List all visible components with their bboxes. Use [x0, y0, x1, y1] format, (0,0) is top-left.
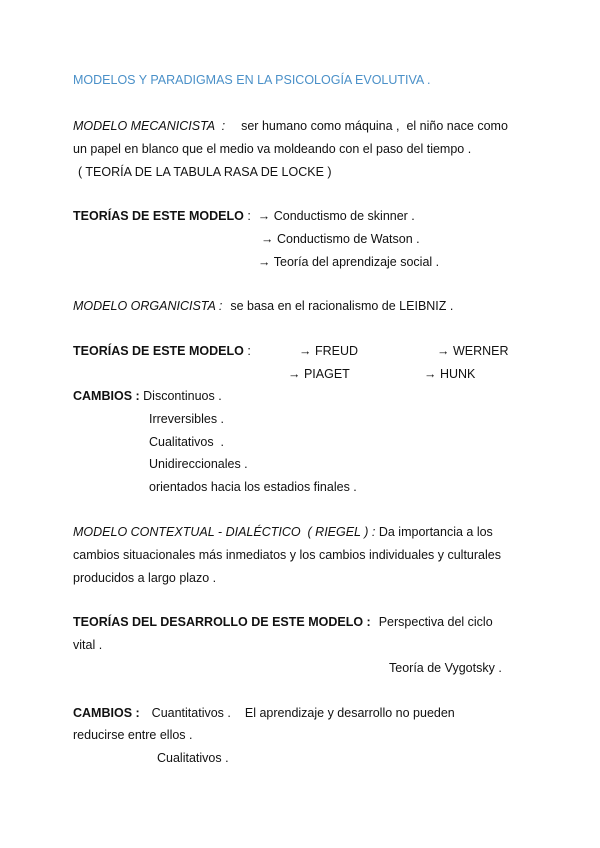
contextual-note-a: El aprendizaje y desarrollo no pueden: [244, 706, 455, 720]
organicista-theories-label: TEORÍAS DE ESTE MODELO: [73, 344, 244, 358]
organicista-change-5: orientados hacia los estadios finales .: [149, 480, 357, 494]
organicista-heading: MODELO ORGANICISTA :: [73, 299, 223, 313]
organicista-changes-row: [73, 388, 222, 404]
mecanicista-text-2: un papel en blanco que el medio va moldeando con el paso del tiempo .: [73, 142, 472, 156]
contextual-theory-2: Teoría de Vygotsky .: [389, 661, 502, 675]
organicista-text: se basa en el racionalismo de LEIBNIZ .: [230, 299, 454, 313]
mecanicista-text-1: ser humano como máquina , el niño nace como: [241, 119, 508, 133]
contextual-note-b: reducirse entre ellos .: [73, 728, 193, 742]
organicista-theory-piaget: → PIAGET: [288, 367, 350, 381]
mecanicista-line-1: [73, 118, 508, 134]
contextual-text-1: Da importancia a los: [378, 525, 493, 539]
organicista-change-3: Cualitativos .: [149, 435, 225, 449]
organicista-theory-freud: → FREUD: [299, 344, 359, 358]
mecanicista-heading: MODELO MECANICISTA :: [73, 119, 226, 133]
organicista-theory-werner: → WERNER: [437, 344, 509, 358]
contextual-change-1: Cuantitativos .: [151, 706, 231, 720]
contextual-changes-label: CAMBIOS :: [73, 706, 140, 720]
organicista-changes-label: CAMBIOS :: [73, 389, 140, 403]
contextual-change-2: Cualitativos .: [157, 751, 229, 765]
mecanicista-theories-sep: :: [243, 209, 258, 223]
contextual-text-2: cambios situacionales más inmediatos y los cambios individuales y culturales: [73, 548, 501, 562]
contextual-theories-row: [73, 614, 493, 630]
contextual-heading: MODELO CONTEXTUAL - DIALÉCTICO ( RIEGEL ) :: [73, 525, 376, 539]
mecanicista-theories-row: [73, 208, 415, 224]
organicista-theory-hunk: → HUNK: [424, 367, 476, 381]
contextual-changes-row: [73, 705, 455, 721]
organicista-theories-sep: :: [243, 344, 251, 358]
mecanicista-theories-label: TEORÍAS DE ESTE MODELO: [73, 209, 244, 223]
document-title: MODELOS Y PARADIGMAS EN LA PSICOLOGÍA EVOLUTIVA .: [73, 73, 431, 87]
mecanicista-theory-1: → Conductismo de skinner .: [257, 209, 415, 223]
contextual-theories-label: TEORÍAS DEL DESARROLLO DE ESTE MODELO :: [73, 615, 371, 629]
contextual-text-3: producidos a largo plazo .: [73, 571, 217, 585]
mecanicista-theory-3: → Teoría del aprendizaje social .: [258, 255, 440, 269]
mecanicista-text-3: ( TEORÍA DE LA TABULA RASA DE LOCKE ): [78, 165, 332, 179]
contextual-theory-1b: vital .: [73, 638, 103, 652]
contextual-theory-1a: Perspectiva del ciclo: [378, 615, 493, 629]
organicista-change-1: Discontinuos .: [143, 389, 222, 403]
organicista-change-4: Unidireccionales .: [149, 457, 248, 471]
organicista-change-2: Irreversibles .: [149, 412, 225, 426]
mecanicista-theory-2: → Conductismo de Watson .: [261, 232, 420, 246]
organicista-theories-row: [73, 343, 251, 359]
organicista-line: [73, 298, 453, 314]
contextual-line-1: [73, 524, 493, 540]
